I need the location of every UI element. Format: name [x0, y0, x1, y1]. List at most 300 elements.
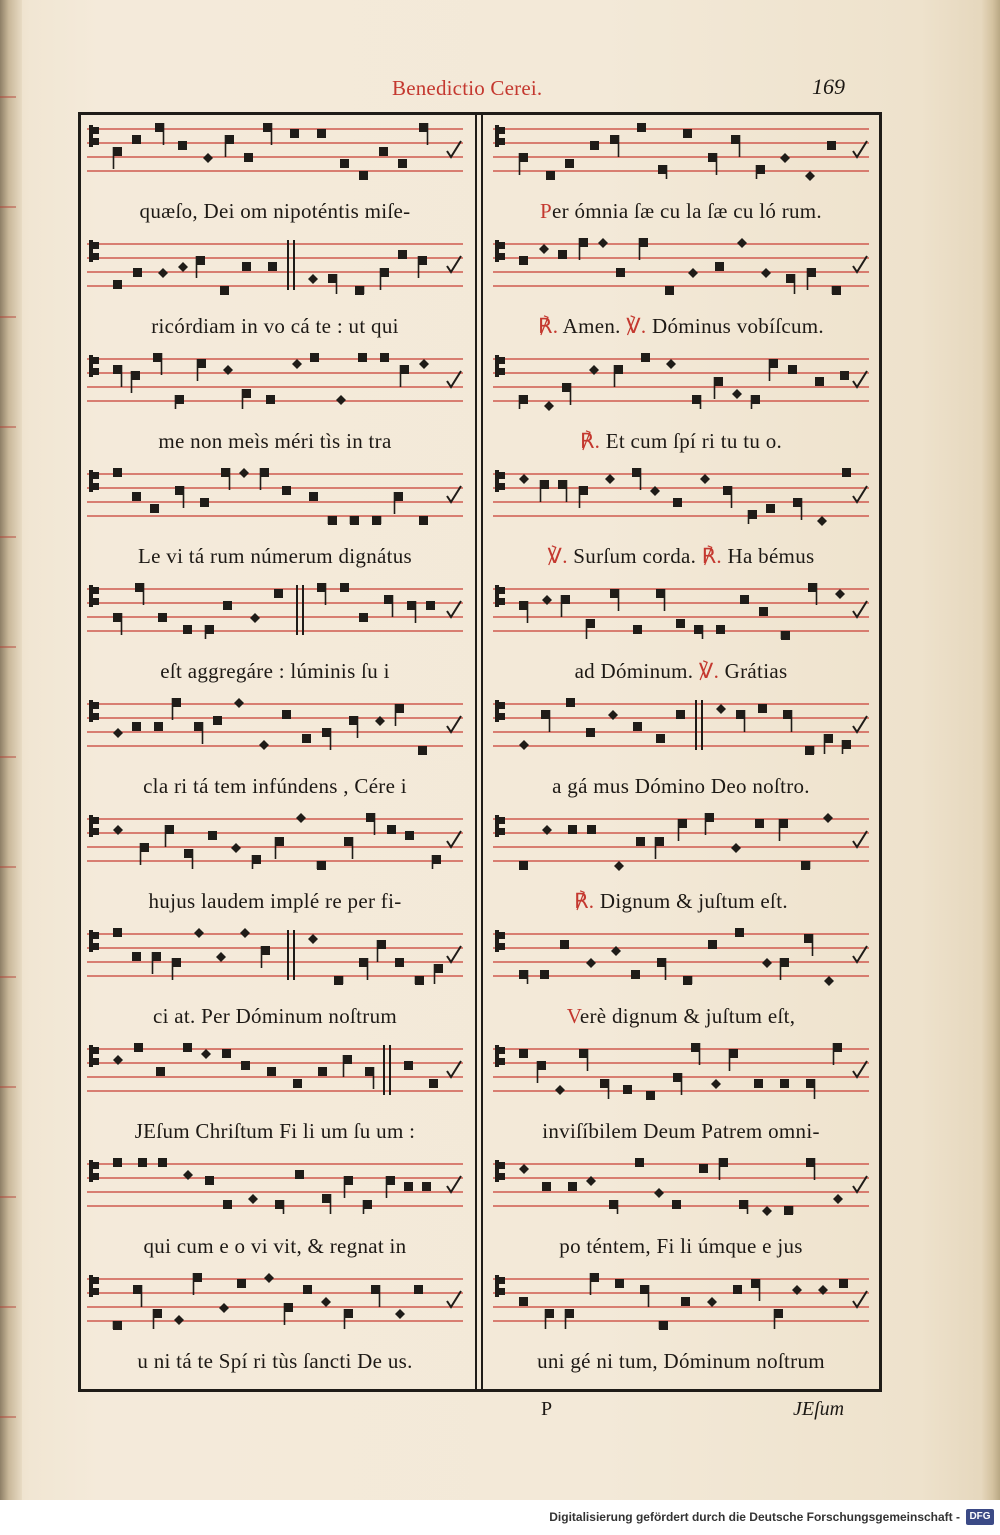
square-neume	[310, 353, 319, 362]
rubric-initial: P	[540, 199, 552, 223]
square-neume	[804, 934, 813, 943]
c-clef-icon	[495, 1160, 505, 1182]
square-neume	[657, 958, 666, 967]
square-neume	[340, 583, 349, 592]
square-neume	[590, 1273, 599, 1282]
chant-system	[487, 1152, 875, 1266]
square-neume	[806, 1158, 815, 1167]
rhombus-neume	[292, 359, 302, 369]
square-neume	[558, 480, 567, 489]
staff-notation	[493, 811, 869, 871]
square-neume	[405, 831, 414, 840]
rhombus-neume	[321, 1297, 331, 1307]
square-neume	[754, 1079, 763, 1088]
square-neume	[683, 129, 692, 138]
music-staff	[87, 696, 463, 756]
rhombus-neume	[158, 268, 168, 278]
c-clef-icon	[89, 700, 99, 722]
catchword: JEſum	[793, 1398, 845, 1420]
square-neume	[225, 135, 234, 144]
square-neume	[759, 607, 768, 616]
rhombus-neume	[544, 401, 554, 411]
square-neume	[132, 135, 141, 144]
square-neume	[805, 746, 814, 755]
response-sign: ℟.	[574, 889, 595, 913]
square-neume	[587, 825, 596, 834]
funding-notice: Digitalisierung gefördert durch die Deutsche Forschungsgemeinschaft -	[549, 1510, 960, 1524]
square-neume	[755, 819, 764, 828]
response-sign: ℟.	[701, 544, 722, 568]
rhombus-neume	[219, 1303, 229, 1313]
square-neume	[429, 1079, 438, 1088]
square-neume	[344, 1176, 353, 1185]
square-neume	[641, 353, 650, 362]
catchword-signature: P	[541, 1398, 553, 1420]
rhombus-neume	[762, 958, 772, 968]
square-neume	[398, 250, 407, 259]
rhombus-neume	[264, 1273, 274, 1283]
square-neume	[769, 359, 778, 368]
square-neume	[736, 710, 745, 719]
square-neume	[317, 129, 326, 138]
chant-system	[487, 1267, 875, 1381]
square-neume	[842, 468, 851, 477]
rhombus-neume	[707, 1297, 717, 1307]
square-neume	[113, 928, 122, 937]
lyric-line	[487, 429, 875, 454]
rhombus-neume	[700, 474, 710, 484]
square-neume	[422, 1182, 431, 1191]
column-divider	[475, 115, 483, 1389]
rhombus-neume	[805, 171, 815, 181]
square-neume	[200, 498, 209, 507]
square-neume	[154, 722, 163, 731]
rhombus-neume	[688, 268, 698, 278]
rhombus-neume	[614, 861, 624, 871]
rhombus-neume	[519, 1164, 529, 1174]
square-neume	[158, 613, 167, 622]
rhombus-neume	[336, 395, 346, 405]
square-neume	[540, 970, 549, 979]
square-neume	[252, 855, 261, 864]
rhombus-neume	[716, 704, 726, 714]
music-staff	[87, 121, 463, 181]
rhombus-neume	[296, 813, 306, 823]
lyric-line	[487, 544, 875, 569]
rhombus-neume	[240, 928, 250, 938]
lyric-line	[487, 889, 875, 914]
square-neume	[208, 831, 217, 840]
square-neume	[614, 365, 623, 374]
square-neume	[786, 274, 795, 283]
lyric-line: qui cum e o vi vit, & regnat in	[143, 1234, 407, 1258]
square-neume	[322, 728, 331, 737]
rhombus-neume	[231, 843, 241, 853]
square-neume	[387, 825, 396, 834]
lyric-text: ad Dóminum.	[574, 659, 699, 683]
square-neume	[349, 716, 358, 725]
square-neume	[719, 1158, 728, 1167]
square-neume	[395, 704, 404, 713]
square-neume	[579, 1049, 588, 1058]
square-neume	[242, 262, 251, 271]
lyric-text: Ha bémus	[721, 544, 815, 568]
rhombus-neume	[598, 238, 608, 248]
square-neume	[415, 976, 424, 985]
music-staff	[87, 1271, 463, 1331]
rhombus-neume	[113, 728, 123, 738]
square-neume	[788, 365, 797, 374]
square-neume	[565, 159, 574, 168]
rubric-initial: V	[566, 1004, 580, 1028]
right-column	[487, 115, 875, 1389]
square-neume	[723, 486, 732, 495]
square-neume	[275, 1200, 284, 1209]
square-neume	[242, 389, 251, 398]
lyric-line: Le vi tá rum númerum dignátus	[137, 544, 413, 568]
music-staff	[493, 466, 869, 526]
c-clef-icon	[89, 1275, 99, 1297]
square-neume	[377, 940, 386, 949]
c-clef-icon	[495, 240, 505, 262]
chant-system	[487, 232, 875, 346]
lyric-text: Surſum corda.	[567, 544, 702, 568]
square-neume	[731, 135, 740, 144]
response-sign: ℟.	[579, 429, 601, 453]
staff-notation	[87, 466, 463, 526]
square-neume	[275, 837, 284, 846]
c-clef-icon	[89, 240, 99, 262]
rhombus-neume	[732, 389, 742, 399]
rhombus-neume	[395, 1309, 405, 1319]
square-neume	[781, 631, 790, 640]
square-neume	[827, 141, 836, 150]
square-neume	[155, 123, 164, 132]
square-neume	[266, 395, 275, 404]
square-neume	[779, 819, 788, 828]
square-neume	[334, 976, 343, 985]
c-clef-icon	[89, 1160, 99, 1182]
rhombus-neume	[203, 153, 213, 163]
rhombus-neume	[817, 516, 827, 526]
square-neume	[344, 837, 353, 846]
lyric-line	[487, 199, 875, 224]
staff-notation	[87, 236, 463, 296]
rhombus-neume	[308, 274, 318, 284]
staff-notation	[87, 1041, 463, 1101]
square-neume	[683, 976, 692, 985]
response-sign: ℟.	[538, 314, 559, 338]
square-neume	[739, 1200, 748, 1209]
square-neume	[784, 1206, 793, 1215]
square-neume	[196, 256, 205, 265]
square-neume	[328, 274, 337, 283]
square-neume	[833, 1043, 842, 1052]
square-neume	[729, 1049, 738, 1058]
square-neume	[694, 625, 703, 634]
square-neume	[366, 813, 375, 822]
rhombus-neume	[519, 740, 529, 750]
square-neume	[395, 958, 404, 967]
running-head: Benedictio Cerei.	[392, 76, 543, 100]
square-neume	[519, 153, 528, 162]
square-neume	[615, 1279, 624, 1288]
square-neume	[656, 734, 665, 743]
chant-system	[81, 692, 469, 806]
square-neume	[636, 837, 645, 846]
square-neume	[132, 492, 141, 501]
staff-notation	[493, 1271, 869, 1331]
square-neume	[134, 1043, 143, 1052]
staff-notation	[493, 1041, 869, 1101]
square-neume	[774, 1309, 783, 1318]
square-neume	[676, 710, 685, 719]
staff-notation	[493, 121, 869, 181]
square-neume	[343, 1055, 352, 1064]
music-staff	[493, 696, 869, 756]
c-clef-icon	[495, 930, 505, 952]
square-neume	[586, 728, 595, 737]
previous-page-edge	[0, 60, 16, 1440]
music-staff	[87, 811, 463, 871]
square-neume	[658, 165, 667, 174]
square-neume	[633, 722, 642, 731]
square-neume	[665, 286, 674, 295]
square-neume	[590, 141, 599, 150]
lyric-line: JEſum Chriſtum Fi li um ſu um :	[134, 1119, 416, 1143]
staff-notation	[493, 466, 869, 526]
square-neume	[561, 595, 570, 604]
square-neume	[681, 1297, 690, 1306]
music-staff	[87, 351, 463, 411]
square-neume	[237, 1279, 246, 1288]
square-neume	[419, 123, 428, 132]
page-number: 169	[812, 74, 845, 99]
music-staff	[87, 926, 463, 986]
square-neume	[519, 1297, 528, 1306]
square-neume	[158, 1158, 167, 1167]
rhombus-neume	[178, 262, 188, 272]
square-neume	[223, 601, 232, 610]
square-neume	[400, 365, 409, 374]
square-neume	[692, 395, 701, 404]
square-neume	[318, 1067, 327, 1076]
rhombus-neume	[654, 1188, 664, 1198]
music-staff	[493, 121, 869, 181]
rhombus-neume	[234, 698, 244, 708]
square-neume	[623, 1085, 632, 1094]
rhombus-neume	[824, 976, 834, 986]
square-neume	[404, 1061, 413, 1070]
c-clef-icon	[495, 355, 505, 377]
chant-system	[487, 462, 875, 576]
square-neume	[290, 129, 299, 138]
square-neume	[358, 353, 367, 362]
square-neume	[558, 250, 567, 259]
square-neume	[153, 1309, 162, 1318]
lyric-text: Dignum & juſtum eſt.	[594, 889, 788, 913]
lyric-line: ricórdiam in vo cá te : ut qui	[151, 314, 399, 338]
square-neume	[655, 837, 664, 846]
square-neume	[600, 1079, 609, 1088]
square-neume	[560, 940, 569, 949]
c-clef-icon	[89, 125, 99, 147]
staff-notation	[493, 926, 869, 986]
square-neume	[631, 970, 640, 979]
square-neume	[793, 498, 802, 507]
lyric-text: Et cum ſpí ri tu tu o.	[600, 429, 783, 453]
square-neume	[156, 1067, 165, 1076]
square-neume	[372, 516, 381, 525]
lyric-line	[487, 1004, 875, 1029]
rhombus-neume	[737, 238, 747, 248]
square-neume	[398, 159, 407, 168]
square-neume	[113, 147, 122, 156]
rhombus-neume	[823, 813, 833, 823]
square-neume	[293, 1079, 302, 1088]
music-staff	[493, 926, 869, 986]
square-neume	[363, 1200, 372, 1209]
square-neume	[640, 1285, 649, 1294]
square-neume	[546, 171, 555, 180]
rhombus-neume	[555, 1085, 565, 1095]
square-neume	[610, 135, 619, 144]
square-neume	[519, 861, 528, 870]
square-neume	[404, 1182, 413, 1191]
square-neume	[519, 256, 528, 265]
chant-system	[81, 232, 469, 346]
square-neume	[150, 504, 159, 513]
square-neume	[282, 710, 291, 719]
versicle-sign: ℣.	[626, 314, 647, 338]
chant-system	[81, 1267, 469, 1381]
square-neume	[133, 268, 142, 277]
square-neume	[113, 365, 122, 374]
square-neume	[282, 486, 291, 495]
square-neume	[132, 952, 141, 961]
square-neume	[359, 958, 368, 967]
lyric-line	[487, 659, 875, 684]
c-clef-icon	[89, 585, 99, 607]
square-neume	[153, 353, 162, 362]
chant-system	[487, 807, 875, 921]
square-neume	[545, 1309, 554, 1318]
square-neume	[807, 268, 816, 277]
square-neume	[801, 861, 810, 870]
rhombus-neume	[539, 244, 549, 254]
music-staff	[493, 236, 869, 296]
rhombus-neume	[835, 589, 845, 599]
square-neume	[672, 1200, 681, 1209]
square-neume	[609, 1200, 618, 1209]
rhombus-neume	[308, 934, 318, 944]
square-neume	[839, 1279, 848, 1288]
square-neume	[113, 1321, 122, 1330]
chant-system	[81, 1037, 469, 1151]
lyric-line: me non meìs méri tìs in tra	[158, 429, 392, 453]
c-clef-icon	[89, 355, 99, 377]
square-neume	[708, 940, 717, 949]
square-neume	[172, 698, 181, 707]
chant-system	[487, 577, 875, 691]
lyric-line: u ni tá te Spí ri tùs ſancti De us.	[137, 1349, 413, 1373]
square-neume	[635, 1158, 644, 1167]
rhombus-neume	[519, 474, 529, 484]
staff-notation	[493, 236, 869, 296]
rhombus-neume	[259, 740, 269, 750]
square-neume	[673, 1073, 682, 1082]
rhombus-neume	[174, 1315, 184, 1325]
rhombus-neume	[201, 1049, 211, 1059]
chant-system	[81, 117, 469, 231]
chant-system	[487, 117, 875, 231]
rhombus-neume	[419, 359, 429, 369]
page-fore-edge	[982, 0, 1000, 1500]
music-staff	[87, 236, 463, 296]
rhombus-neume	[216, 952, 226, 962]
square-neume	[261, 946, 270, 955]
square-neume	[322, 1194, 331, 1203]
square-neume	[340, 159, 349, 168]
lyric-text: Amen.	[558, 314, 627, 338]
square-neume	[562, 383, 571, 392]
square-neume	[183, 625, 192, 634]
rhombus-neume	[605, 474, 615, 484]
chant-system	[81, 462, 469, 576]
chant-system	[81, 807, 469, 921]
square-neume	[632, 468, 641, 477]
rhombus-neume	[239, 468, 249, 478]
square-neume	[274, 589, 283, 598]
square-neume	[131, 371, 140, 380]
square-neume	[221, 468, 230, 477]
c-clef-icon	[495, 585, 505, 607]
dfg-logo: DFG	[966, 1509, 994, 1525]
square-neume	[355, 286, 364, 295]
square-neume	[780, 1079, 789, 1088]
c-clef-icon	[495, 815, 505, 837]
square-neume	[678, 819, 687, 828]
rhombus-neume	[762, 1206, 772, 1216]
square-neume	[735, 928, 744, 937]
square-neume	[579, 486, 588, 495]
music-staff	[493, 1041, 869, 1101]
square-neume	[205, 625, 214, 634]
square-neume	[806, 1079, 815, 1088]
c-clef-icon	[89, 930, 99, 952]
square-neume	[733, 1285, 742, 1294]
square-neume	[267, 1067, 276, 1076]
music-staff	[493, 351, 869, 411]
footer-bar	[0, 1500, 1000, 1535]
square-neume	[432, 855, 441, 864]
square-neume	[175, 486, 184, 495]
square-neume	[414, 1285, 423, 1294]
chant-system	[81, 922, 469, 1036]
square-neume	[659, 1321, 668, 1330]
square-neume	[178, 141, 187, 150]
lyric-line: eſt aggregáre : lúminis ſu i	[160, 659, 390, 683]
chant-system	[81, 347, 469, 461]
staff-notation	[87, 121, 463, 181]
square-neume	[140, 843, 149, 852]
square-neume	[566, 698, 575, 707]
lyric-line: ci at. Per Dóminum noſtrum	[152, 1004, 398, 1028]
square-neume	[132, 722, 141, 731]
square-neume	[716, 625, 725, 634]
staff-notation	[87, 926, 463, 986]
square-neume	[537, 1061, 546, 1070]
